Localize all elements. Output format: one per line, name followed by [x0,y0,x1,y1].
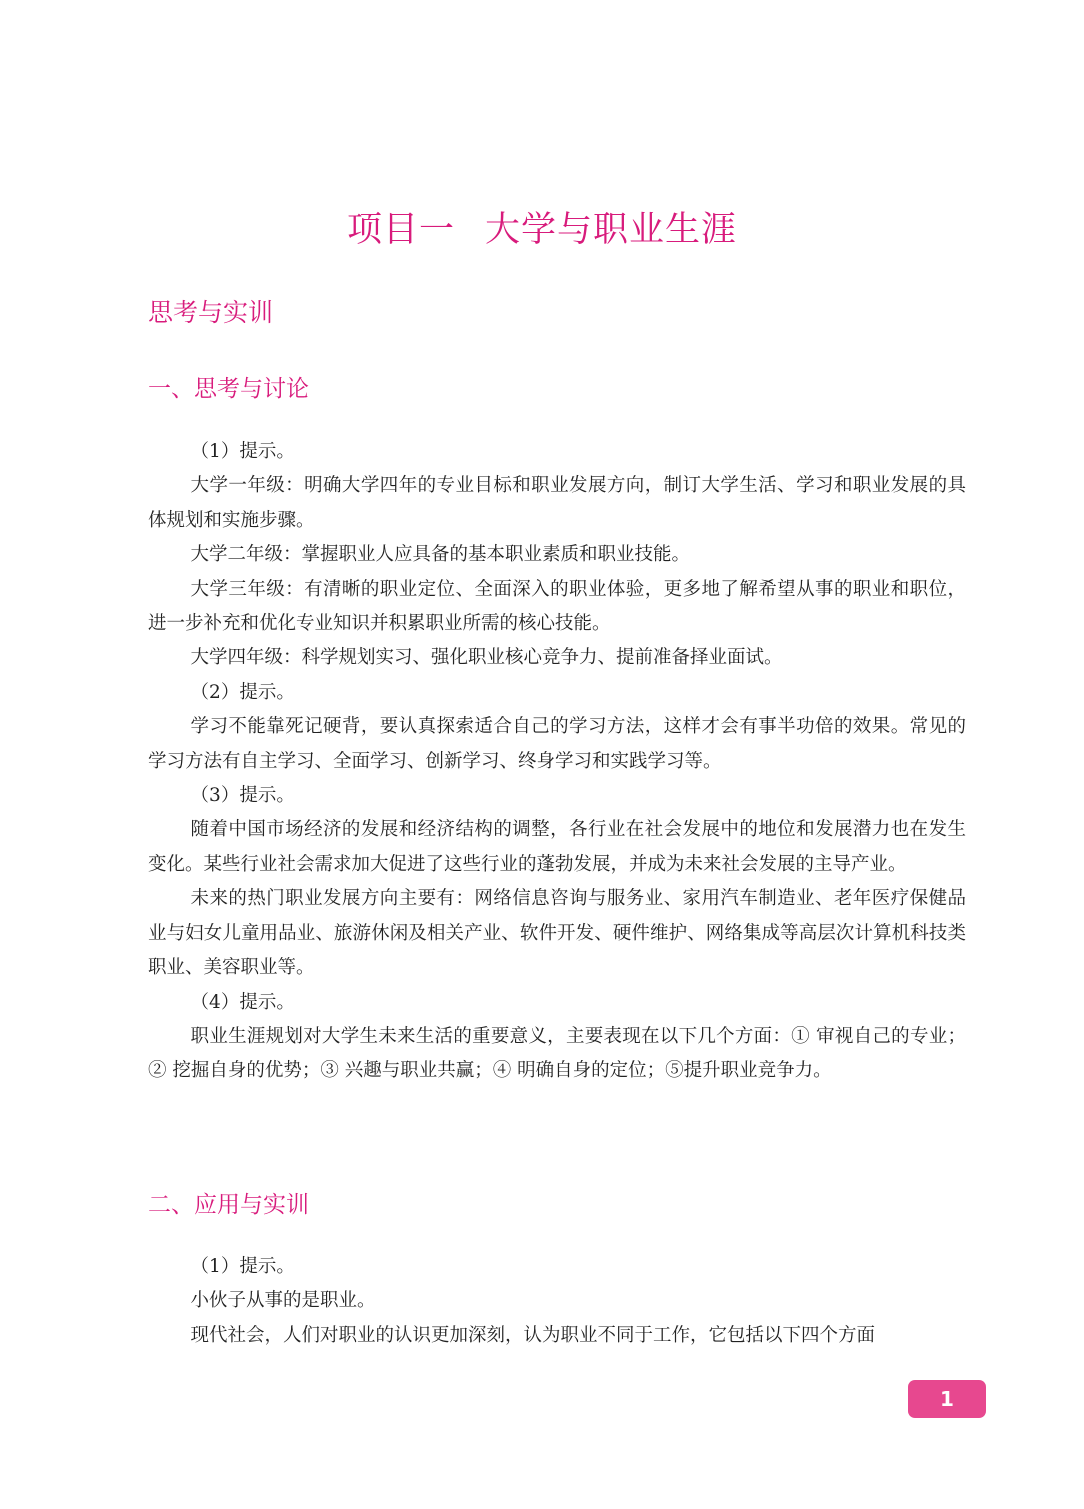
part1-body [148,435,966,1089]
part2-heading: 二、应用与实训 [148,1192,309,1218]
paragraph: 小伙子从事的是职业。 [190,1290,376,1312]
paragraph: 现代社会，人们对职业的认识更加深刻，认为职业不同于工作，它包括以下四个方面 [190,1324,876,1346]
paragraph: 大学二年级：掌握职业人应具备的基本职业素质和职业技能。 [190,544,691,566]
paragraph: 大学三年级：有清晰的职业定位、全面深入的职业体验，更多地了解希望从事的职业和职位，进一步补充和优化专业知识并积累职业所需的核心技能。 [148,578,966,635]
part1-heading: 一、思考与讨论 [148,376,309,402]
paragraph: （4）提示。 [190,991,295,1013]
chapter-name: 大学与职业生涯 [485,210,738,250]
part2-body [148,1250,966,1353]
paragraph: 大学四年级：科学规划实习、强化职业核心竞争力、提前准备择业面试。 [190,647,783,669]
chapter-number: 项目一 [346,210,455,250]
paragraph: （2）提示。 [190,681,295,703]
paragraph: 大学一年级：明确大学四年的专业目标和职业发展方向，制订大学生活、学习和职业发展的具体规划和实施步骤。 [148,475,966,531]
paragraph: 随着中国市场经济的发展和经济结构的调整，各行业在社会发展中的地位和发展潜力也在发生变化。某些行业社会需求加大促进了这些行业的蓬勃发展，并成为未来社会发展的主导产业。 [148,819,966,875]
paragraph: （1）提示。 [190,441,295,462]
page-number-badge: 1 [908,1380,986,1418]
section-title: 思考与实训 [148,298,274,327]
paragraph: （1）提示。 [190,1256,295,1277]
paragraph: 未来的热门职业发展方向主要有：网络信息咨询与服务业、家用汽车制造业、老年医疗保健品业与妇女儿童用品业、旅游休闲及相关产业、软件开发、硬件维护、网络集成等高层次计算机科技类职业、美容职业等。 [148,888,966,979]
paragraph: 职业生涯规划对大学生未来生活的重要意义，主要表现在以下几个方面：① 审视自己的专业；② 挖掘自身的优势；③ 兴趣与职业共赢；④ 明确自身的定位；⑤提升职业竞争力。 [148,1025,966,1082]
paragraph: 学习不能靠死记硬背，要认真探索适合自己的学习方法，这样才会有事半功倍的效果。常见的学习方法有自主学习、全面学习、创新学习、终身学习和实践学习等。 [148,716,966,772]
chapter-title [0,205,1084,255]
paragraph: （3）提示。 [190,785,295,807]
